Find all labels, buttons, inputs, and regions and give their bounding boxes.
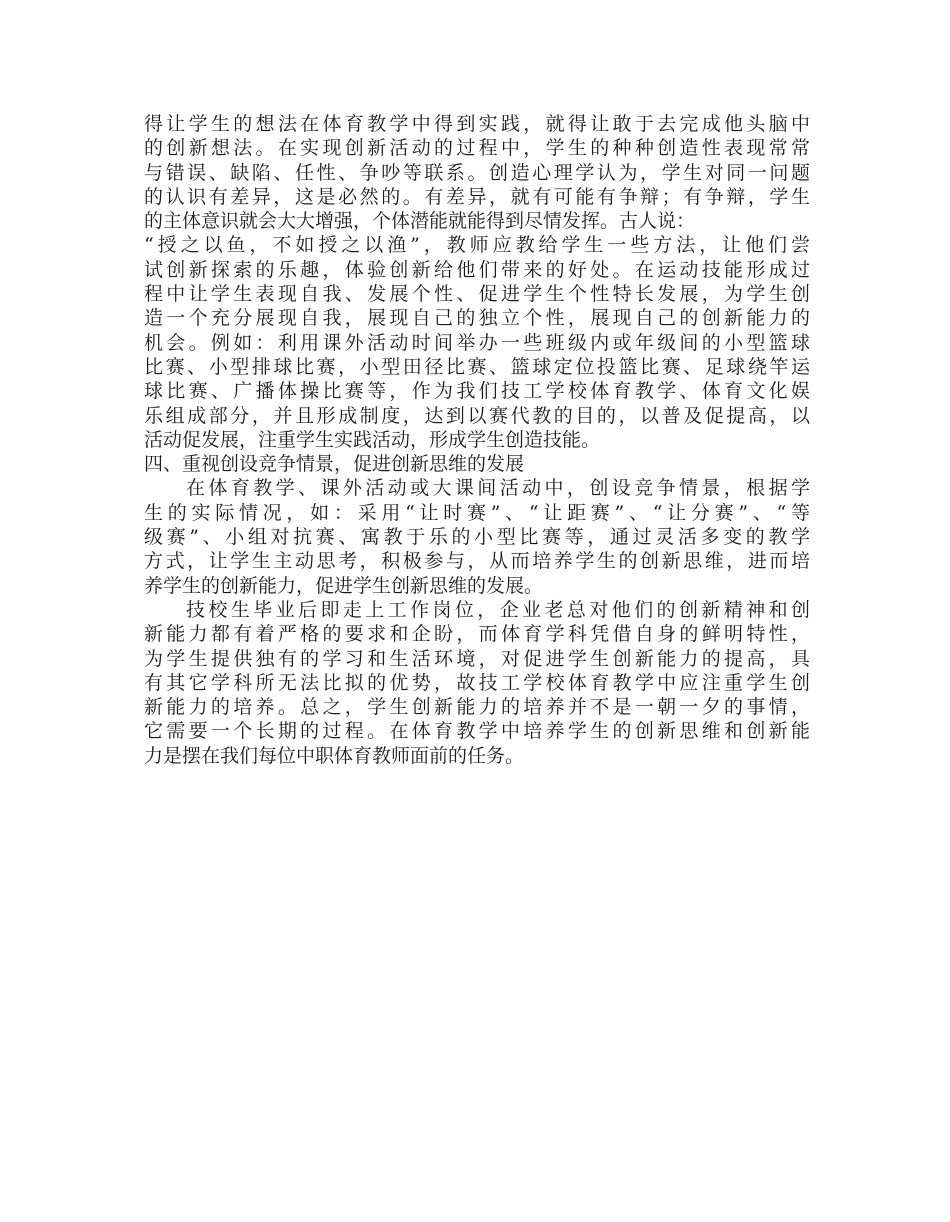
text-line: 在体育教学、课外活动或大课间活动中，创设竞争情景，根据学: [186, 477, 810, 500]
text-line: 它需要一个长期的过程。在体育教学中培养学生的创新思维和创新能: [144, 720, 810, 743]
text-line: 球比赛、广播体操比赛等，作为我们技工学校体育教学、体育文化娱: [144, 380, 810, 403]
document-page: [144, 112, 810, 768]
text-line: 方式，让学生主动思考，积极参与，从而培养学生的创新思维，进而培: [144, 550, 810, 573]
body-text: [144, 112, 810, 768]
paragraph-conclusion: [144, 598, 810, 768]
text-line: 新能力都有着严格的要求和企盼，而体育学科凭借自身的鲜明特性，: [144, 623, 810, 646]
text-line: 与错误、缺陷、任性、争吵等联系。创造心理学认为，学生对同一问题: [144, 161, 810, 184]
text-line: 机会。例如：利用课外活动时间举办一些班级内或年级间的小型篮球: [144, 331, 810, 354]
text-line: 的创新想法。在实现创新活动的过程中，学生的种种创造性表现常常: [144, 137, 810, 160]
text-line: 力是摆在我们每位中职体育教师面前的任务。: [144, 744, 525, 767]
text-line: 造一个充分展现自我，展现自己的独立个性，展现自己的创新能力的: [144, 307, 810, 330]
text-line: 的主体意识就会大大增强，个体潜能就能得到尽情发挥。古人说：: [144, 210, 696, 233]
section-heading-text: 四、重视创设竞争情景，促进创新思维的发展: [144, 453, 525, 476]
text-line: 养学生的创新能力，促进学生创新思维的发展。: [144, 574, 544, 597]
text-line: 乐组成部分，并且形成制度，达到以赛代教的目的，以普及促提高，以: [144, 404, 810, 427]
section-heading: [144, 452, 810, 476]
text-line: 得让学生的想法在体育教学中得到实践，就得让敢于去完成他头脑中: [144, 113, 810, 135]
text-line: 程中让学生表现自我、发展个性、促进学生个性特长发展，为学生创: [144, 283, 810, 306]
text-line: 级赛”、小组对抗赛、寓教于乐的小型比赛等，通过灵活多变的教学: [144, 526, 810, 549]
text-line: 生的实际情况，如：采用“让时赛”、“让距赛”、“让分赛”、“等: [144, 501, 810, 524]
text-line: 技校生毕业后即走上工作岗位，企业老总对他们的创新精神和创: [186, 598, 810, 621]
text-line: 为学生提供独有的学习和生活环境，对促进学生创新能力的提高，具: [144, 647, 810, 670]
text-line: “授之以鱼，不如授之以渔”，教师应教给学生一些方法，让他们尝: [144, 234, 810, 257]
text-line: 新能力的培养。总之，学生创新能力的培养并不是一朝一夕的事情，: [144, 696, 810, 719]
paragraph-competition: [144, 476, 810, 597]
text-line: 试创新探索的乐趣，体验创新给他们带来的好处。在运动技能形成过: [144, 258, 810, 281]
paragraph-creative-practice: [144, 112, 810, 452]
text-line: 比赛、小型排球比赛，小型田径比赛、篮球定位投篮比赛、足球绕竿运: [144, 355, 810, 378]
text-line: 有其它学科所无法比拟的优势，故技工学校体育教学中应注重学生创: [144, 671, 810, 694]
text-line: 活动促发展，注重学生实践活动，形成学生创造技能。: [144, 428, 601, 451]
text-line: 的认识有差异，这是必然的。有差异，就有可能有争辩；有争辩，学生: [144, 185, 810, 208]
